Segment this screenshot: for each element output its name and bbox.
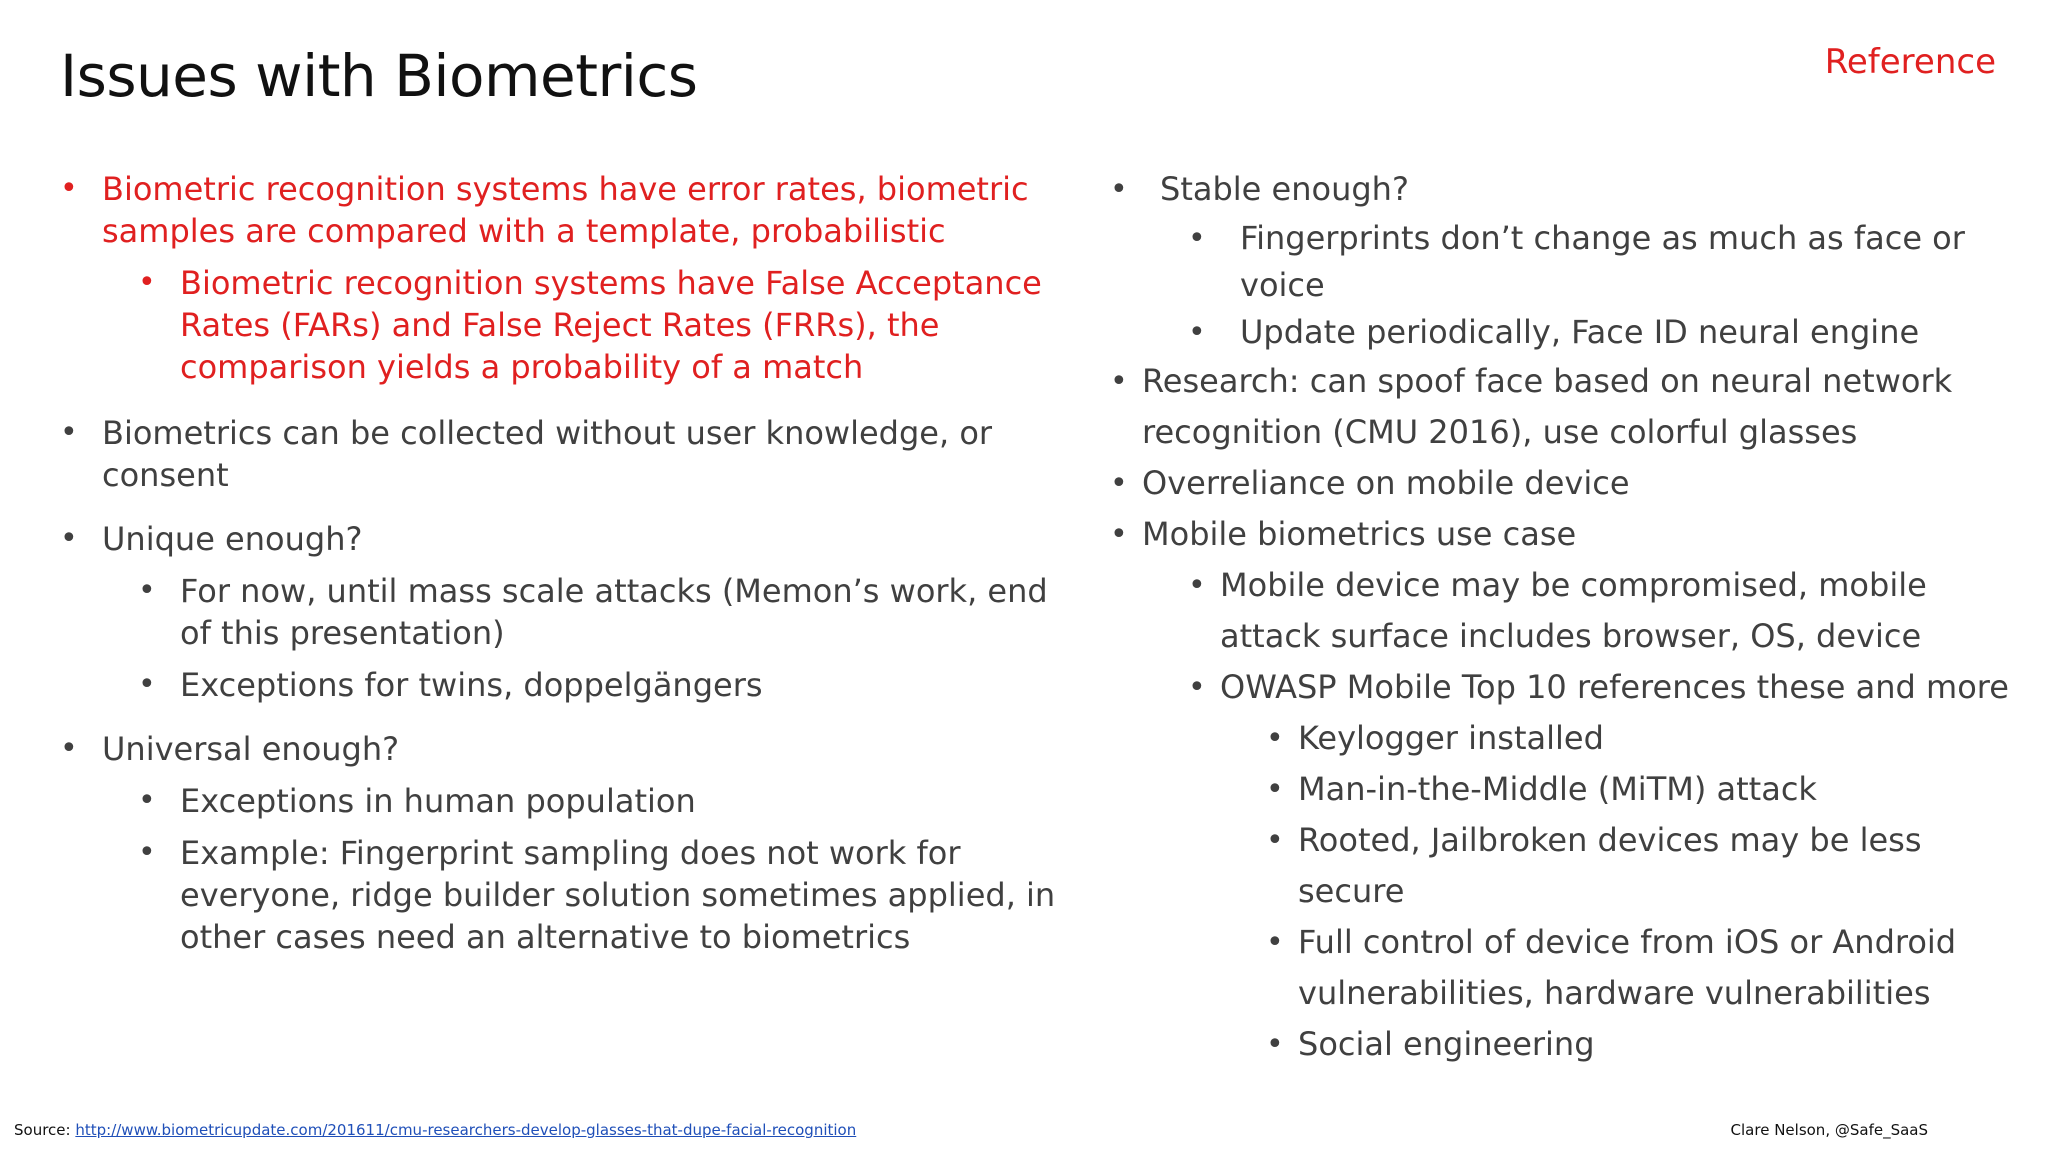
bullet-icon: • xyxy=(1188,315,1206,350)
list-item: • Exceptions in human population xyxy=(138,782,696,820)
bullet-icon: • xyxy=(138,573,156,608)
slide-title: Issues with Biometrics xyxy=(60,42,698,110)
list-item: • For now, until mass scale attacks (Memon’s work, end of this presentation) xyxy=(138,572,1048,652)
list-item: • Full control of device from iOS or Android vulnerabilities, hardware vulnerabilities xyxy=(1110,917,2010,1019)
bullet-icon: • xyxy=(60,731,78,766)
list-item: • Example: Fingerprint sampling does not work for everyone, ridge builder solution sometimes applied, in other cases need an alternative to biometrics xyxy=(138,834,1056,956)
footer-source xyxy=(14,1121,856,1139)
list-item: • Keylogger installed xyxy=(1110,713,2010,764)
list-item: • Research: can spoof face based on neural network recognition (CMU 2016), use colorful glasses xyxy=(1110,356,2010,458)
left-bullet-list xyxy=(60,168,1070,958)
bullet-icon: • xyxy=(1266,721,1284,756)
source-label: Source: xyxy=(14,1121,71,1139)
bullet-icon: • xyxy=(1188,221,1206,256)
bullet-icon: • xyxy=(1110,517,1128,552)
bullet-icon: • xyxy=(1188,568,1206,603)
list-item: • Fingerprints don’t change as much as face or voice xyxy=(1110,215,2010,309)
list-item: • Exceptions for twins, doppelgängers xyxy=(138,666,763,704)
bullet-icon: • xyxy=(1110,172,1128,207)
list-item: • Mobile biometrics use case xyxy=(1110,509,2010,560)
bullet-icon: • xyxy=(138,667,156,702)
bullet-icon: • xyxy=(60,171,78,206)
footer-author: Clare Nelson, @Safe_SaaS xyxy=(1730,1121,1928,1139)
list-item: • Social engineering xyxy=(1110,1019,2010,1070)
bullet-icon: • xyxy=(60,521,78,556)
list-item: • Man-in-the-Middle (MiTM) attack xyxy=(1110,764,2010,815)
list-item: • Overreliance on mobile device xyxy=(1110,458,2010,509)
bullet-icon: • xyxy=(138,835,156,870)
bullet-icon: • xyxy=(1188,670,1206,705)
list-item: • Biometric recognition systems have error rates, biometric samples are compared with a template, probabilistic xyxy=(60,170,1029,250)
list-item: • Update periodically, Face ID neural engine xyxy=(1110,309,2010,356)
bullet-icon: • xyxy=(1110,466,1128,501)
source-link[interactable]: http://www.biometricupdate.com/201611/cmu-researchers-develop-glasses-that-dupe-facial-recognition xyxy=(75,1121,857,1139)
bullet-icon: • xyxy=(138,783,156,818)
right-bullet-list xyxy=(1110,164,2010,1070)
bullet-icon: • xyxy=(1266,925,1284,960)
reference-label: Reference xyxy=(1824,42,1996,82)
bullet-icon: • xyxy=(138,265,156,300)
bullet-icon: • xyxy=(60,415,78,450)
bullet-icon: • xyxy=(1266,823,1284,858)
list-item: • Mobile device may be compromised, mobile attack surface includes browser, OS, device xyxy=(1110,560,2010,662)
list-item: • Universal enough? xyxy=(60,730,400,768)
bullet-icon: • xyxy=(1110,364,1128,399)
list-item: • OWASP Mobile Top 10 references these and more xyxy=(1110,662,2010,713)
bullet-icon: • xyxy=(1266,772,1284,807)
list-item: • Unique enough? xyxy=(60,520,363,558)
bullet-icon: • xyxy=(1266,1027,1284,1062)
list-item: • Biometrics can be collected without user knowledge, or consent xyxy=(60,414,993,494)
list-item: • Stable enough? xyxy=(1110,164,2010,215)
list-item: • Biometric recognition systems have False Acceptance Rates (FARs) and False Reject Rates (FRRs), the comparison yields a probability of a match xyxy=(138,264,1042,386)
list-item: • Rooted, Jailbroken devices may be less secure xyxy=(1110,815,2010,917)
